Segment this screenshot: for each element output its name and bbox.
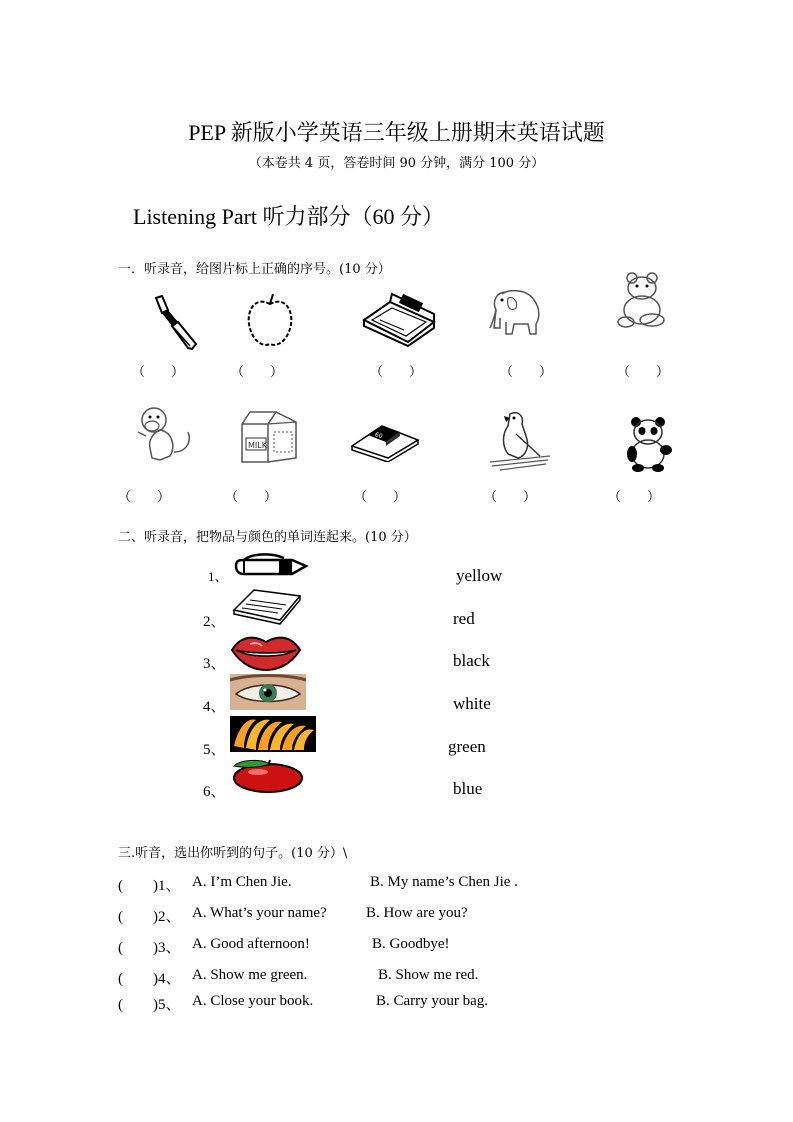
color-word[interactable]: blue: [453, 779, 483, 798]
answer-blank[interactable]: ( ): [118, 971, 158, 987]
item-number: 3、: [203, 656, 226, 672]
color-word[interactable]: white: [453, 694, 491, 713]
answer-blank[interactable]: （ ）: [118, 490, 171, 505]
answer-blank[interactable]: （ ）: [500, 365, 553, 380]
exam-info: （本卷共 4 页，答卷时间 90 分钟，满分 100 分）: [248, 156, 545, 171]
question-row: [118, 905, 181, 926]
monkey-icon: [130, 402, 198, 464]
option-a[interactable]: A. Close your book.: [192, 993, 314, 1009]
apple-icon: [245, 292, 295, 350]
option-b[interactable]: B. My name’s Chen Jie .: [370, 874, 518, 890]
option-b[interactable]: B. How are you?: [366, 905, 468, 921]
pencil-box-icon: [360, 292, 438, 347]
question-number: 3、: [158, 940, 181, 956]
answer-blank[interactable]: ( ): [118, 909, 158, 925]
answer-blank[interactable]: （ ）: [617, 365, 670, 380]
question-row: [118, 993, 181, 1014]
option-a[interactable]: A. Show me green.: [192, 967, 308, 983]
section3-heading: 三.听音，选出你听到的句子。(10 分）\: [118, 846, 348, 861]
item-number: 6、: [203, 784, 226, 800]
answer-blank[interactable]: （ ）: [608, 490, 661, 505]
question-row: [118, 967, 181, 988]
notebook-icon: [230, 588, 302, 626]
eye-icon: [230, 674, 306, 710]
bananas-icon: [230, 716, 316, 752]
svg-text:60: 60: [373, 431, 384, 441]
answer-blank[interactable]: ( ): [118, 997, 158, 1013]
page-title: PEP 新版小学英语三年级上册期末英语试题: [188, 120, 605, 145]
answer-blank[interactable]: ( ): [118, 940, 158, 956]
answer-blank[interactable]: （ ）: [231, 365, 284, 380]
item-number: 4、: [203, 699, 226, 715]
option-b[interactable]: B. Carry your bag.: [376, 993, 489, 1009]
answer-blank[interactable]: （ ）: [132, 365, 185, 380]
answer-blank[interactable]: （ ）: [484, 490, 537, 505]
question-number: 4、: [158, 971, 181, 987]
section2-heading: 二、听录音，把物品与颜色的单词连起来。(10 分）: [118, 530, 417, 545]
option-a[interactable]: A. What’s your name?: [192, 905, 327, 921]
milk-carton-icon: [238, 408, 300, 464]
part-title: Listening Part 听力部分（60 分）: [133, 204, 445, 229]
item-number: 5、: [203, 742, 226, 758]
answer-blank[interactable]: （ ）: [370, 365, 423, 380]
item-number: 2、: [203, 614, 226, 630]
question-row: [118, 936, 181, 957]
question-number: 1、: [158, 878, 181, 894]
color-word[interactable]: black: [453, 651, 490, 670]
item-number: 1、: [208, 569, 228, 584]
section1-heading: 一．听录音，给图片标上正确的序号。(10 分）: [118, 262, 391, 277]
svg-text:MILK: MILK: [248, 441, 267, 450]
option-b[interactable]: B. Show me red.: [378, 967, 479, 983]
answer-blank[interactable]: （ ）: [354, 490, 407, 505]
color-word[interactable]: yellow: [456, 566, 503, 585]
marker-pen-icon: [230, 552, 310, 582]
lips-icon: [230, 632, 302, 672]
color-word[interactable]: green: [448, 737, 486, 756]
answer-blank[interactable]: ( ): [118, 878, 158, 894]
red-apple-icon: [230, 758, 306, 794]
option-a[interactable]: A. Good afternoon!: [192, 936, 310, 952]
question-row: [118, 874, 181, 895]
eraser-icon: [348, 418, 420, 462]
panda-icon: [622, 414, 676, 472]
elephant-icon: [488, 284, 546, 342]
option-a[interactable]: A. I’m Chen Jie.: [192, 874, 292, 890]
answer-blank[interactable]: （ ）: [225, 490, 278, 505]
pen-icon: [148, 294, 203, 352]
bird-icon: [490, 406, 550, 474]
option-b[interactable]: B. Goodbye!: [372, 936, 450, 952]
question-number: 5、: [158, 997, 181, 1013]
bear-icon: [612, 272, 670, 330]
question-number: 2、: [158, 909, 181, 925]
color-word[interactable]: red: [453, 609, 475, 628]
